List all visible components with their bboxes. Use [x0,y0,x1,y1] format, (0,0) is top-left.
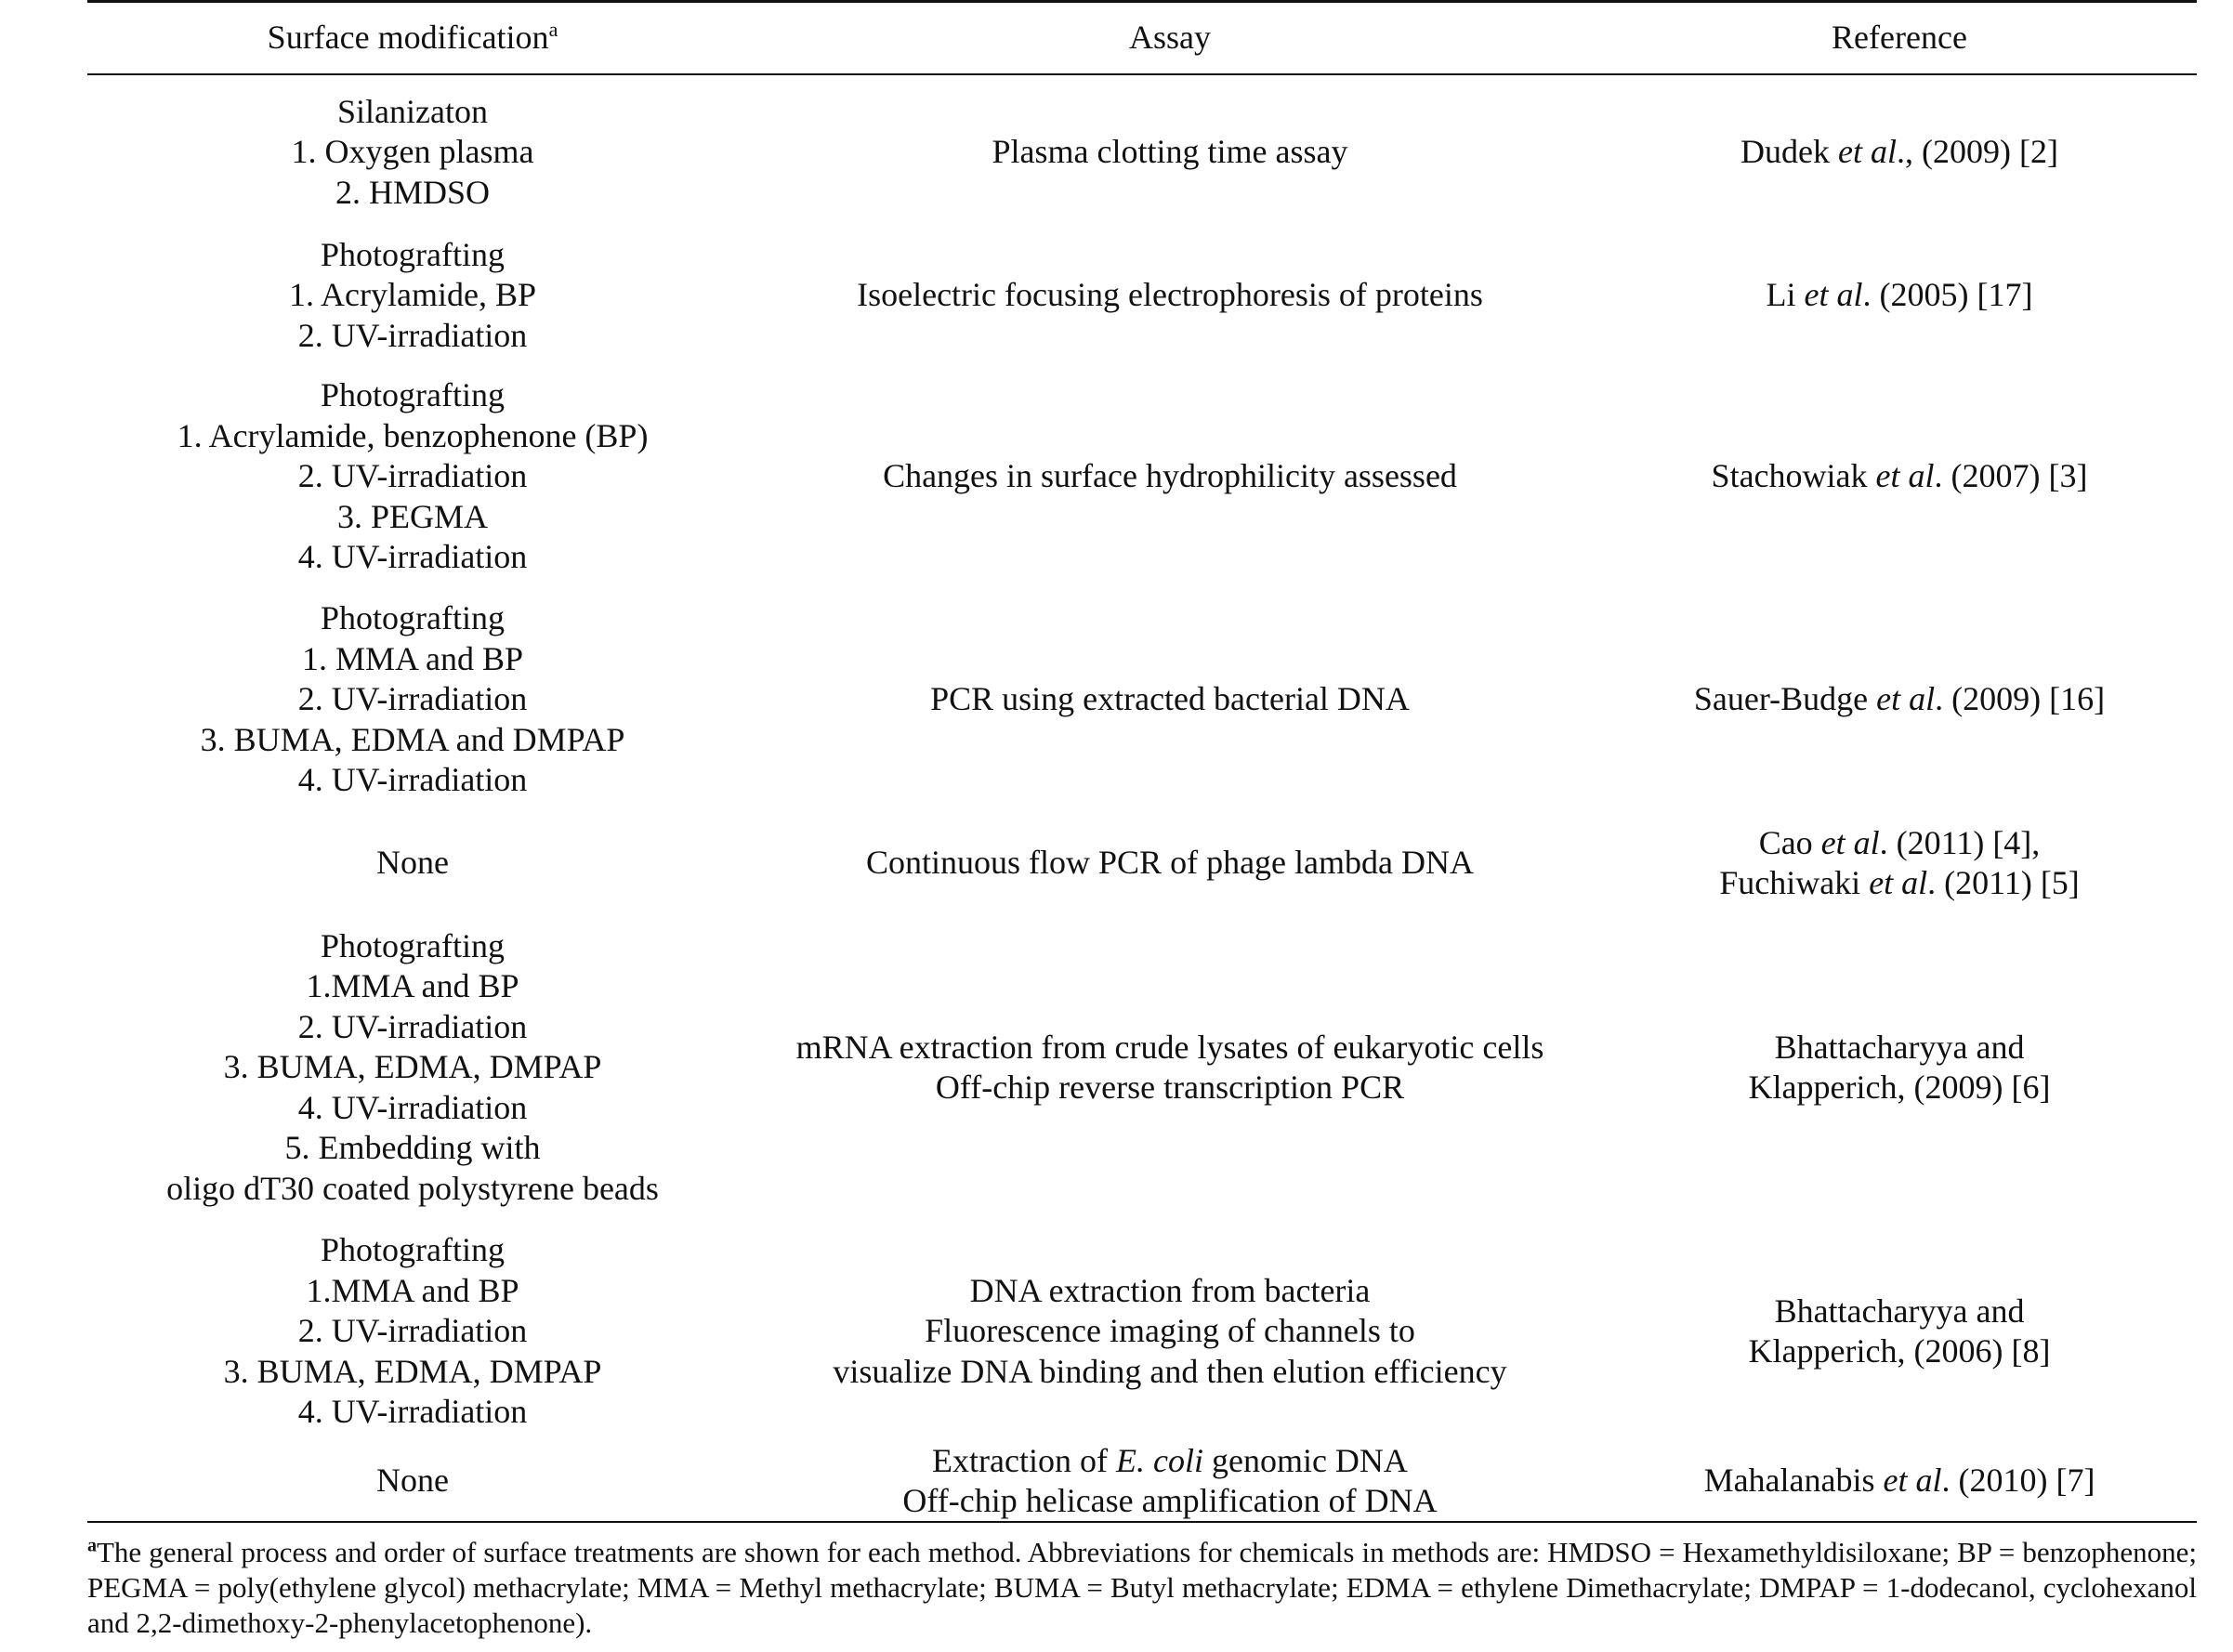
modification-line: 1. Oxygen plasma [291,133,534,171]
modification-line: 3. BUMA, EDMA, DMPAP [223,1352,602,1390]
reference-etal: et al [1838,133,1897,171]
cell-assay [738,918,1602,1217]
modification-line: oligo dT30 coated polystyrene beads [166,1169,659,1207]
modification-line: 1.MMA and BP [306,1271,519,1309]
assay-line: Isoelectric focusing electrophoresis of proteins [857,276,1483,314]
reference-pre: Klapperich, (2006) [8] [1748,1332,2051,1370]
header-footnote-mark: a [548,18,558,41]
modification-line: Silanizaton [337,92,488,130]
cell-reference [1602,1223,2197,1440]
modification-line: 5. Embedding with [284,1129,541,1167]
cell-surface-modification [87,1223,738,1440]
header-surface-modification-label: Surface modification [267,19,549,56]
assay-line: Plasma clotting time assay [992,133,1348,171]
modification-line: 2. UV-irradiation [297,316,528,354]
cell-reference [1602,918,2197,1217]
cell-surface-modification [87,591,738,808]
cell-assay [738,229,1602,362]
table-row [0,591,2233,808]
modification-line: 3. BUMA, EDMA and DMPAP [200,720,625,758]
reference-post: . (2007) [3] [1934,457,2088,495]
reference-post: . (2009) [16] [1935,680,2106,718]
modification-line: None [376,844,449,882]
reference-etal: et al [1883,1462,1942,1500]
reference-line [1775,1291,2025,1332]
cell-surface-modification [87,82,738,223]
modification-line: Photografting [321,599,505,637]
reference-post: ., (2009) [2] [1897,133,2058,171]
reference-pre: Mahalanabis [1703,1462,1884,1500]
assay-line: Off-chip helicase amplification of DNA [902,1482,1438,1519]
table-row [0,814,2233,912]
cell-reference [1602,814,2197,912]
modification-line: 2. UV-irradiation [297,1312,528,1350]
modification-line: 2. UV-irradiation [297,1007,528,1045]
table-top-rule [87,0,2197,3]
reference-line [1719,863,2080,904]
reference-pre: Bhattacharyya and [1774,1028,2025,1066]
modification-line: 4. UV-irradiation [297,761,528,799]
reference-pre: Bhattacharyya and [1774,1291,2025,1330]
cell-assay [738,814,1602,912]
assay-line: Continuous flow PCR of phage lambda DNA [866,844,1474,882]
reference-pre: Klapperich, (2009) [6] [1748,1069,2051,1106]
cell-assay [738,1441,1602,1519]
modification-line: 4. UV-irradiation [297,538,528,576]
table-row [0,918,2233,1217]
modification-line: 1.MMA and BP [306,967,519,1005]
assay-line: Off-chip reverse transcription PCR [935,1069,1405,1106]
modification-line: 4. UV-irradiation [297,1393,528,1431]
reference-etal: et al [1804,276,1863,314]
modification-line: 3. BUMA, EDMA, DMPAP [223,1048,602,1086]
footnote-mark: a [87,1535,97,1556]
assay-line: Changes in surface hydrophilicity assessed [883,457,1457,495]
cell-surface-modification [87,229,738,362]
assay-line: visualize DNA binding and then elution efficiency [833,1352,1507,1390]
reference-pre: Fuchiwaki [1719,864,1870,901]
table-row [0,229,2233,362]
reference-pre: Stachowiak [1711,457,1876,495]
reference-line [1775,1028,2025,1069]
reference-etal: et al [1820,823,1880,861]
cell-surface-modification [87,368,738,585]
modification-line: 1. Acrylamide, benzophenone (BP) [177,416,649,454]
assay-line: Extraction of E. coli genomic DNA [932,1441,1408,1479]
assay-line: DNA extraction from bacteria [969,1271,1371,1309]
table-row [0,368,2233,585]
cell-reference [1602,368,2197,585]
reference-pre: Li [1766,276,1805,314]
table-bottom-rule [87,1521,2197,1523]
modification-line: 1. Acrylamide, BP [289,276,536,314]
header-assay: Assay [1129,19,1211,56]
cell-assay [738,82,1602,223]
reference-line [1767,275,2033,316]
table-footnote [87,1535,2197,1641]
table-row [0,1441,2233,1519]
reference-pre: Sauer-Budge [1693,680,1877,718]
reference-post: . (2011) [4], [1879,823,2041,861]
footnote-text: The general process and order of surface treatments are shown for each method. Abbreviations for chemicals in methods are: HMDSO = Hexamethyldisiloxane; BP = benzophenone; PEGMA = poly(ethylene glycol) methacrylate; MMA = Methyl methacrylate; BUMA = Butyl methacrylate; EDMA = ethylene Dimethacrylate; DMPAP = 1-dodecanol, cyclohexanol and 2,2-dimethoxy-2-phenylacetophenone). [87,1536,2197,1639]
modification-line: 2. UV-irradiation [297,680,528,718]
cell-reference [1602,591,2197,808]
cell-assay [738,591,1602,808]
reference-etal: et al [1876,680,1936,718]
reference-line [1712,456,2088,497]
modification-line: 1. MMA and BP [301,639,524,677]
reference-line [1759,823,2041,864]
header-surface-modification [87,15,738,59]
assay-line: Fluorescence imaging of channels to [925,1312,1415,1350]
cell-surface-modification [87,1446,738,1516]
assay-line: mRNA extraction from crude lysates of eukaryotic cells [795,1028,1544,1066]
modification-line: 2. HMDSO [335,173,491,211]
reference-etal: et al [1869,864,1928,901]
cell-reference [1602,1446,2197,1516]
reference-line [1740,132,2058,173]
modification-line: 3. PEGMA [336,497,489,535]
assay-line: PCR using extracted bacterial DNA [930,680,1410,718]
reference-line [1694,679,2105,720]
cell-reference [1602,82,2197,223]
table-header-rule [87,73,2197,75]
modification-line: Photografting [321,376,505,414]
reference-post: . (2005) [17] [1862,276,2033,314]
reference-etal: et al [1875,457,1935,495]
modification-line: Photografting [321,926,505,964]
reference-line [1749,1331,2051,1372]
modification-line: Photografting [321,1231,505,1269]
reference-line [1749,1068,2051,1108]
table-row [0,1223,2233,1440]
reference-post: . (2010) [7] [1941,1462,2095,1500]
cell-surface-modification [87,918,738,1217]
reference-line [1704,1461,2095,1501]
cell-surface-modification [87,814,738,912]
modification-line: 2. UV-irradiation [297,457,528,495]
reference-post: . (2011) [5] [1927,864,2080,901]
modification-line: None [376,1462,449,1500]
reference-pre: Dudek [1740,133,1839,171]
cell-reference [1602,229,2197,362]
reference-pre: Cao [1758,823,1821,861]
modification-line: 4. UV-irradiation [297,1088,528,1126]
cell-assay [738,1223,1602,1440]
modification-line: Photografting [321,235,505,273]
table-row [0,82,2233,223]
cell-assay [738,368,1602,585]
header-reference: Reference [1832,19,1967,56]
